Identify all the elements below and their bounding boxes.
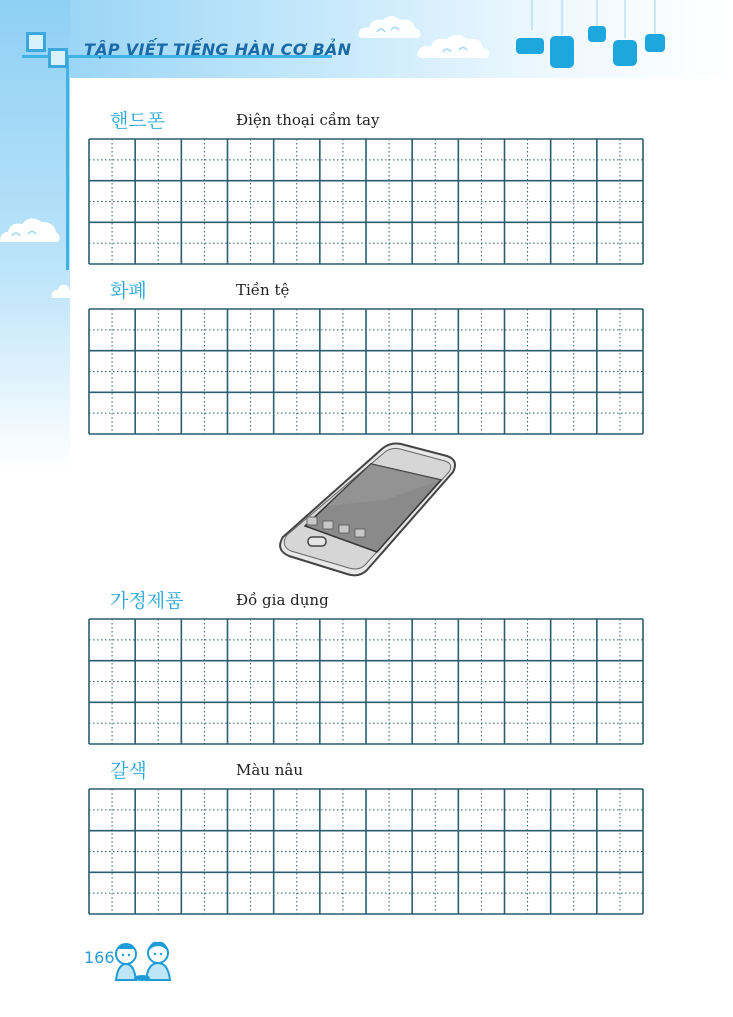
writing-grid[interactable] xyxy=(88,138,644,265)
lantern-icon xyxy=(512,0,672,75)
smartphone-icon xyxy=(275,442,460,577)
decor-square xyxy=(48,48,68,68)
cloud-icon xyxy=(0,210,62,246)
vietnamese-meaning: Điện thoại cầm tay xyxy=(236,111,380,129)
cloud-icon xyxy=(415,30,495,62)
vietnamese-meaning: Màu nâu xyxy=(236,761,303,779)
margin-rule xyxy=(66,55,69,270)
writing-grid[interactable] xyxy=(88,618,644,745)
kids-mascot-icon xyxy=(110,940,180,982)
page-number: 166 xyxy=(84,948,115,967)
korean-word: 화폐 xyxy=(110,280,147,302)
cloud-icon xyxy=(50,278,72,302)
korean-word: 가정제품 xyxy=(110,590,184,612)
decor-square xyxy=(26,32,46,52)
korean-word: 핸드폰 xyxy=(110,110,166,132)
korean-word: 갈색 xyxy=(110,760,147,782)
book-title: TẬP VIẾT TIẾNG HÀN CƠ BẢN xyxy=(84,40,352,59)
writing-grid[interactable] xyxy=(88,308,644,435)
vietnamese-meaning: Tiền tệ xyxy=(236,281,290,299)
writing-grid[interactable] xyxy=(88,788,644,915)
vietnamese-meaning: Đồ gia dụng xyxy=(236,591,329,609)
